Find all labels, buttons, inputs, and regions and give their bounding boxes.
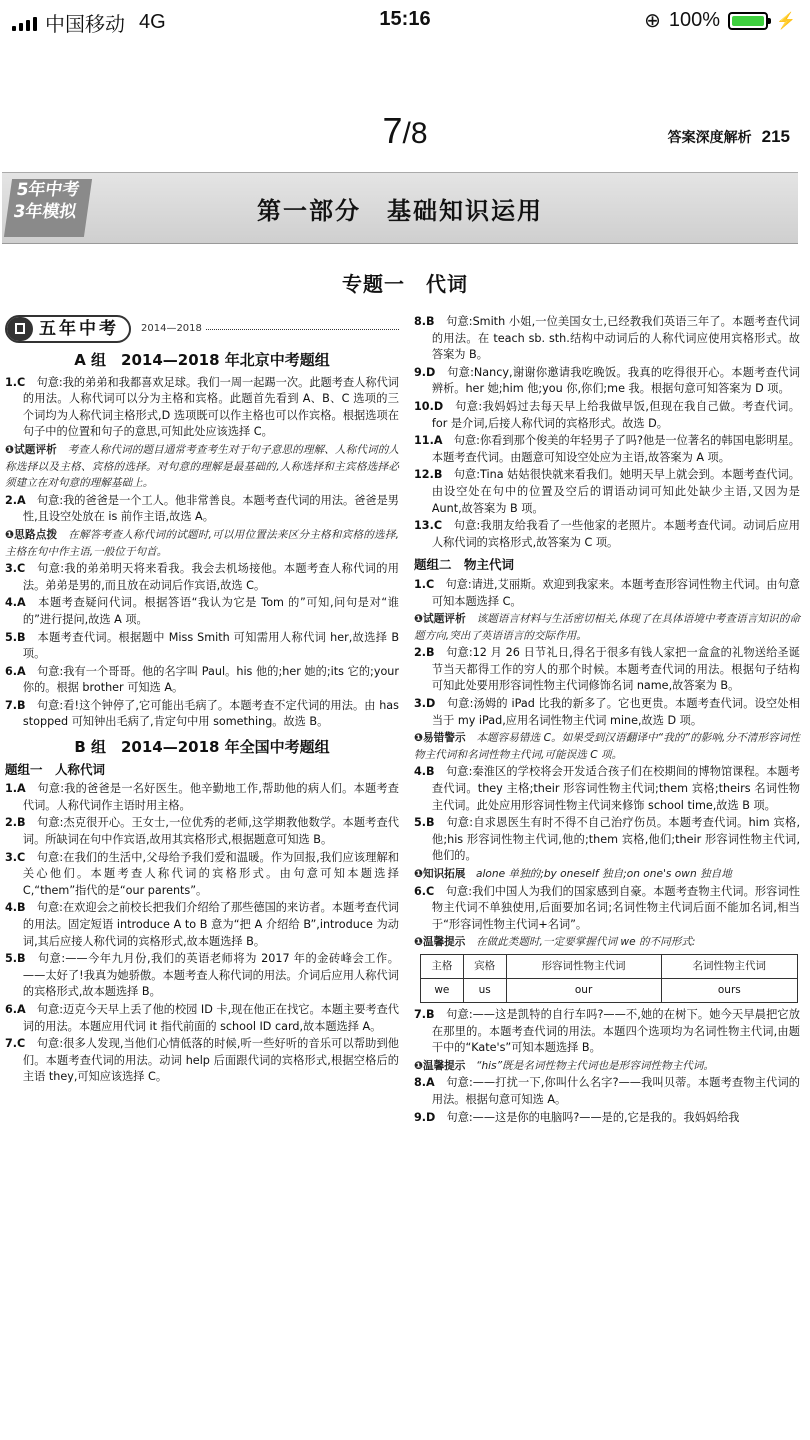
subgroup-2-answers [414, 577, 800, 951]
answer-key: 4.B [414, 765, 435, 779]
answer-item [414, 764, 800, 814]
logo-line-2: 3年模拟 [12, 202, 78, 222]
answer-item [414, 815, 800, 865]
answer-item [414, 365, 800, 398]
note-tag: ❶试题评析 [5, 443, 57, 456]
answer-item [414, 696, 800, 729]
logo-line-1: 5年中考 [15, 180, 81, 200]
answer-key: 8.B [414, 315, 435, 328]
note-paragraph [414, 1058, 800, 1075]
answer-text: 本题考查疑问代词。根据答语“我认为它是 Tom 的”可知,问句是对“谁的”进行提问,故选 A 项。 [22, 596, 399, 626]
answer-text: 句意:在欢迎会之前校长把我们介绍给了那些德国的来访者。本题考查代词的用法。固定短语 introduce A to B 意为“把 A 介绍给 B”,introduce 为动词,其后应接人称代词的宾格形式,故本题选择 B。 [22, 901, 399, 948]
answer-text: 句意:我的爸爸是一名好医生。他辛勤地工作,帮助他的病人们。本题考查代词。人称代词作主语时用主格。 [22, 782, 399, 812]
answer-item [414, 433, 800, 466]
left-column [5, 314, 399, 1087]
note-tag: ❶思路点拨 [5, 528, 58, 541]
answer-item [5, 664, 399, 697]
note-paragraph [414, 934, 800, 951]
note-tag: ❶温馨提示 [414, 936, 466, 949]
table-header: 形容词性物主代词 [506, 954, 661, 978]
answer-item [5, 815, 399, 848]
answer-item [414, 518, 800, 551]
answer-text: 句意:在我们的生活中,父母给予我们爱和温暖。作为回报,我们应该理解和关心他们。本题考查人称代词的宾格形式。由句意可知本题选择 C,“them”指代的是“our parents”。 [22, 850, 399, 897]
note-paragraph [414, 866, 800, 883]
answer-key: 2.B [5, 816, 26, 830]
table-header-row [421, 954, 798, 978]
answer-key: 7.B [5, 698, 26, 712]
answer-key: 6.C [414, 884, 435, 898]
battery-percent: 100% [668, 9, 721, 31]
answer-text: 句意:秦淮区的学校将会开发适合孩子们在校期间的博物馆课程。本题考查代词。they 主格;their 形容词性物主代词;them 宾格;theirs 名词性物主代词。此处应用形容词性物主代词来修饰 school time,故选 B 项。 [431, 765, 800, 812]
rotation-lock-icon: ⊕ [644, 10, 661, 32]
note-paragraph [5, 442, 399, 492]
clock: 15:16 [379, 8, 431, 30]
answer-key: 3.C [5, 562, 26, 576]
answer-text: 在解答考查人称代词的试题时,可以用位置法来区分主格和宾格的选择,主格在句中作主语,一般位于句首。 [5, 528, 399, 558]
subgroup-1-answers-cont [414, 314, 800, 551]
table-header: 名词性物主代词 [661, 954, 797, 978]
answer-item [414, 645, 800, 695]
answer-text: 句意:我的弟弟明天将来看我。我会去机场接他。本题考查人称代词的用法。弟弟是男的,而且放在动词后作宾语,故选 C。 [22, 562, 399, 592]
page-current: 7 [382, 110, 403, 151]
answer-item [5, 1002, 399, 1035]
answer-key: 1.A [5, 782, 26, 796]
header-page-number: 215 [761, 127, 790, 146]
answer-text: 句意:Nancy,谢谢你邀请我吃晚饭。我真的吃得很开心。本题考查代词辨析。her 她;him 他;you 你,你们;me 我。根据句意可知答案为 D 项。 [431, 365, 800, 396]
answer-item [414, 314, 800, 364]
answer-item [5, 781, 399, 814]
answer-key: 5.B [5, 952, 26, 966]
section-tag [5, 314, 399, 344]
answer-text: 句意:我有一个哥哥。他的名字叫 Paul。his 他的;her 她的;its 它的;your 你的。根据 brother 可知选 A。 [22, 664, 399, 695]
answer-item [414, 884, 800, 934]
answer-key: 2.A [5, 493, 26, 507]
table-header: 主格 [421, 954, 464, 978]
answer-key: 1.C [5, 375, 26, 389]
answer-key: 6.A [5, 664, 26, 678]
section-years: 2014—2018 [141, 322, 202, 334]
answer-text: 句意:——这是凯特的自行车吗?——不,她的在树下。她今天早晨把它放在那里的。本题考查代词的用法。本题四个选项均为名词性物主代词,由题干中的“Kate's”可知本题选择 B。 [431, 1007, 800, 1055]
answer-key: 7.C [5, 1037, 26, 1051]
answer-text: 句意:我们中国人为我们的国家感到自豪。本题考查物主代词。形容词性物主代词不单独使用,后面要加名词;名词性物主代词后面不能加名词,相当于“形容词性物主代词+名词”。 [431, 884, 800, 931]
battery-fill [732, 16, 764, 26]
answer-item [5, 375, 399, 441]
subgroup-2-answers-cont [414, 1007, 800, 1126]
part-banner [2, 172, 798, 244]
part-title: 第一部分 基础知识运用 [257, 197, 543, 225]
answer-item [5, 493, 399, 526]
answer-key: 1.C [414, 577, 435, 591]
answer-text: 本题容易错选 C。如果受到汉语翻译中“我的”的影响,分不清形容词性物主代词和名词性物主代词,可能误选 C 项。 [414, 732, 800, 761]
subgroup-1-answers [5, 781, 399, 1086]
group-b-title: B 组 2014—2018 年全国中考题组 [74, 738, 330, 757]
answer-text: 句意:看!这个钟停了,它可能出毛病了。本题考查不定代词的用法。由 has stopped 可知钟出毛病了,肯定句中用 something。故选 B。 [22, 698, 399, 729]
answer-key: 11.A [414, 434, 443, 448]
answer-key: 8.A [414, 1076, 435, 1090]
answer-text: 句意:你看到那个俊美的年轻男子了吗?他是一位著名的韩国电影明星。本题考查代词。由题意可知设空处应为主语,故答案为 A 项。 [431, 434, 800, 464]
table-header: 宾格 [463, 954, 506, 978]
answer-text: 句意:很多人发现,当他们心情低落的时候,听一些好听的音乐可以帮助到他们。本题考查代词的用法。动词 help 后面跟代词的宾格形式,根据空格后的主语 they,可知应该选择 C。 [22, 1037, 399, 1084]
answer-key: 7.B [414, 1007, 435, 1021]
table-row [421, 978, 798, 1002]
note-paragraph [414, 730, 800, 763]
carrier-label: 中国移动 [45, 14, 125, 36]
answer-key: 4.A [5, 596, 26, 610]
answer-item [414, 467, 800, 517]
status-right [644, 8, 796, 33]
answer-text: 句意:杰克很开心。王女士,一位优秀的老师,这学期教他数学。本题考查代词。所缺词在句中作宾语,故用其宾格形式,根据题意可知选 B。 [22, 816, 399, 847]
answer-item [5, 850, 399, 900]
answer-key: 3.D [414, 697, 436, 711]
topic-title: 专题一 代词 [342, 272, 468, 296]
book-icon [7, 317, 33, 341]
answer-item [414, 1007, 800, 1057]
note-tag: ❶易错警示 [414, 732, 466, 745]
answer-key: 10.D [414, 399, 444, 413]
answer-key: 6.A [5, 1002, 26, 1016]
note-tag: ❶知识拓展 [414, 868, 466, 880]
answer-text: 句意:请进,艾丽斯。欢迎到我家来。本题考查形容词性物主代词。由句意可知本题选择 C。 [431, 577, 800, 608]
answer-text: 该题语言材料与生活密切相关,体现了在具体语境中考查语言知识的命题方向,突出了英语语言的交际作用。 [414, 613, 800, 642]
answer-key: 5.B [5, 630, 26, 644]
status-bar [0, 0, 810, 40]
answer-text: 句意:Smith 小姐,一位美国女士,已经教我们英语三年了。本题考查代词的用法。在 teach sb. sth.结构中动词后的人称代词应使用宾格形式。故答案为 B。 [431, 315, 800, 362]
answer-item [5, 900, 399, 950]
battery-icon [728, 12, 768, 30]
subgroup-1-title: 题组一 人称代词 [5, 761, 106, 777]
answer-key: 13.C [414, 519, 443, 533]
answer-key: 4.B [5, 901, 26, 915]
answer-item [5, 561, 399, 594]
answer-text: 句意:汤姆的 iPad 比我的新多了。它也更贵。本题考查代词。设空处相当于 my iPad,应用名词性物主代词 mine,故选 D 项。 [431, 697, 800, 727]
running-header [668, 127, 790, 147]
answer-item [5, 698, 399, 731]
answer-text: 在做此类题时,一定要掌握代词 we 的不同形式: [475, 936, 696, 949]
answer-text: 句意:Tina 姑姑很快就来看我们。她明天早上就会到。本题考查代词。由设空处在句中的位置及空后的谓语动词可知此处缺少主语,又因为是 Aunt,故答案为 B 项。 [431, 468, 800, 515]
page-total: 8 [410, 117, 428, 150]
note-tag: ❶试题评析 [414, 613, 466, 626]
network-label: 4G [139, 11, 166, 33]
right-column [414, 314, 800, 1127]
page-separator: / [402, 117, 411, 150]
answer-item [414, 577, 800, 610]
answer-text: 句意:——打扰一下,你叫什么名字?——我叫贝蒂。本题考查物主代词的用法。根据句意可知选 A。 [431, 1076, 800, 1106]
section-label: 五年中考 [39, 318, 119, 339]
answer-item [414, 399, 800, 432]
answer-item [5, 951, 399, 1001]
answer-key: 3.C [5, 850, 26, 864]
header-label: 答案深度解析 [667, 130, 752, 146]
answer-key: 2.B [414, 646, 435, 660]
group-a-answers [5, 375, 399, 731]
answer-text: 句意:自求恩医生有时不得不自己治疗伤员。本题考查代词。him 宾格,他;his 形容词性物主代词,他的;them 宾格,他们;their 形容词性物主代词,他们的。 [431, 816, 800, 863]
subgroup-2-title: 题组二 物主代词 [414, 557, 515, 573]
note-paragraph [414, 611, 800, 644]
answer-text: 句意:——这是你的电脑吗?——是的,它是我的。我妈妈给我 [446, 1110, 740, 1124]
group-a-title: A 组 2014—2018 年北京中考题组 [74, 351, 330, 369]
table-cell: ours [661, 978, 797, 1002]
answer-item [5, 630, 399, 663]
answer-item [5, 1036, 399, 1086]
note-tag: ❶温馨提示 [414, 1059, 466, 1072]
answer-text: “his”既是名词性物主代词也是形容词性物主代词。 [475, 1059, 714, 1072]
table-cell: our [506, 978, 661, 1002]
answer-key: 12.B [414, 468, 443, 482]
table-cell: we [421, 978, 464, 1002]
pronoun-table [420, 954, 798, 1003]
note-paragraph [5, 527, 399, 560]
answer-text: 句意:迈克今天早上丢了他的校园 ID 卡,现在他正在找它。本题主要考查代词的用法。本题应用代词 it 指代前面的 school ID card,故本题选择 A。 [22, 1002, 399, 1033]
answer-text: 本题考查代词。根据题中 Miss Smith 可知需用人称代词 her,故选择 B 项。 [22, 630, 399, 661]
answer-text: 句意:我的爸爸是一个工人。他非常善良。本题考查代词的用法。爸爸是男性,且设空处放在 is 前作主语,故选 A。 [22, 493, 399, 524]
answer-text: 句意:我妈妈过去每天早上给我做早饭,但现在我自己做。考查代词。for 是介词,后接人称代词的宾格形式。故选 D。 [431, 399, 800, 430]
answer-text: 句意:我朋友给我看了一些他家的老照片。本题考查代词。动词后应用人称代词的宾格形式,故答案为 C 项。 [431, 519, 800, 549]
answer-text: 句意:12 月 26 日节礼日,得名于很多有钱人家把一盒盒的礼物送给圣诞节当天都得工作的穷人的那个时候。本题考查代词的用法。根据句子结构可知此处要用形容词性物主代词修饰名词 name,故答案为 B。 [431, 646, 800, 693]
charging-icon: ⚡ [776, 12, 796, 30]
answer-item [414, 1075, 800, 1108]
answer-key: 9.D [414, 1110, 436, 1124]
table-cell: us [463, 978, 506, 1002]
answer-item [5, 595, 399, 628]
answer-text: alone 单独的;by oneself 独自;on one's own 独自地 [475, 868, 732, 880]
answer-item [414, 1110, 800, 1127]
answer-text: 句意:——今年九月份,我们的英语老师将为 2017 年的金砖峰会工作。——太好了!我真为她骄傲。本题考查人称代词的用法。介词后应用人称代词的宾格形式,故本题选择 B。 [22, 952, 399, 999]
answer-text: 考查人称代词的题目通常考查考生对于句子意思的理解、人称代词的人称选择以及主格、宾格的选择。对句意的理解是最基础的,人称选择和主宾格选择必须建立在对句意的理解基础上。 [5, 443, 399, 490]
answer-text: 句意:我的弟弟和我都喜欢足球。我们一周一起踢一次。此题考查人称代词的用法。人称代词可以分为主格和宾格。此题首先看到 A、B、C 选项的三个词均为人称代词主格形式,D 选项既可以作主格也可以作宾格。根据选项在句子中的位置和句子的意思,可知此处应该选择 C。 [22, 375, 399, 439]
answer-key: 9.D [414, 365, 436, 379]
answer-key: 5.B [414, 816, 435, 830]
